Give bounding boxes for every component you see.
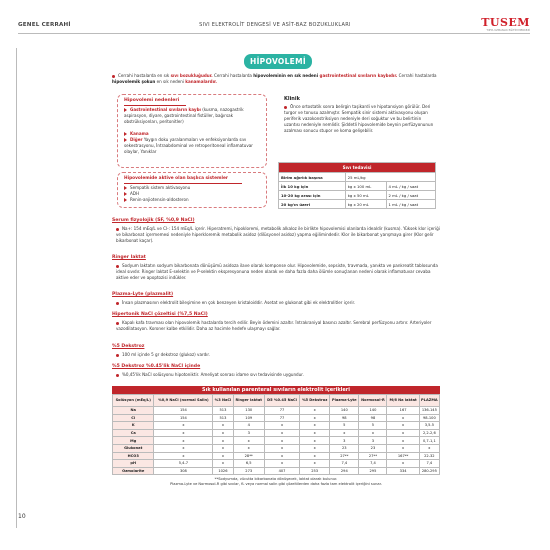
section-text-dextrose: 100 ml içinde 5 gr dekstroz (glukoz) vardır. (116, 352, 442, 358)
table-footnote-2: Plazma-Lyte ve Normosol-R gibi sıvılar, fL veya normal salin gibi çözeltilerden daha fazla tam elektrolit içeriğini sunar. (170, 482, 382, 487)
table-cell: x (359, 429, 387, 437)
fluid-table-title: Sıvı tedavisi (279, 163, 436, 173)
causes-item-other: Diğer Yaygın doku yaralanmaları ve enfeksiyonlarda sıvı sekestrasyonu, İntraabdominal ve retroperitoneal inflamatuvar olaylar, Yanıklar (124, 137, 253, 154)
table-cell: 3 (233, 429, 264, 437)
table-cell: 154 (154, 407, 213, 415)
table-cell: x (264, 429, 299, 437)
chapter-title: SIVI ELEKTROLİT DENGESİ VE ASİT-BAZ BOZUKLUKLARI (199, 22, 351, 28)
table-cell: x (300, 429, 330, 437)
clinic-title: Klinik (284, 96, 300, 102)
bullet-icon (116, 354, 119, 357)
table-cell: Na (113, 407, 154, 415)
table-cell: 20 kg'ın üzeri (279, 200, 346, 209)
table-cell: 136-145 (419, 407, 439, 415)
table-cell: x (387, 460, 419, 468)
table-cell: x (419, 444, 439, 452)
table-cell: 294 (330, 467, 359, 475)
table-header-cell: D5 %0.45 NaCl (264, 395, 299, 407)
table-cell: x (264, 437, 299, 445)
table-cell: 98-100 (419, 414, 439, 422)
table-cell: kg x 100 mL (345, 182, 386, 191)
table-cell: Ozmolarite (113, 467, 154, 475)
table-cell: kg x 50 mL (345, 191, 386, 200)
table-cell: 109 (233, 414, 264, 422)
bullet-icon (116, 322, 119, 325)
intro-paragraph: Cerrahi hastalarda en sık sıvı bozukluğudur. Cerrahi hastalarda hipovoleminin en sık nedeni gastrointestinal sıvıların kaybıdır. Cerrahi hastalarda hipovolemik şokun en sık nedeni kanamalardır. (112, 73, 437, 84)
table-cell: x (233, 444, 264, 452)
table-cell: x (213, 422, 233, 430)
table-cell: x (300, 437, 330, 445)
arrow-icon (124, 186, 127, 190)
table-cell: Cl (113, 414, 154, 422)
table-row (113, 452, 440, 460)
table-cell: Glukonat (113, 444, 154, 452)
arrow-icon (124, 132, 127, 136)
table-header-cell: Ringer laktat (233, 395, 264, 407)
table-cell: pH (113, 460, 154, 468)
table-header-cell: %3 NaCl (213, 395, 233, 407)
table-row (113, 467, 440, 475)
table-header-cell: %0,9 NaCl (normal Salin) (154, 395, 213, 407)
table-cell: 22-32 (419, 452, 439, 460)
brand-logo: TUSEM (481, 16, 530, 29)
table-row (113, 414, 440, 422)
causes-item-bleeding: Kanama (124, 131, 260, 137)
compensation-item: ADH (124, 191, 139, 197)
table-cell: Mg (113, 437, 154, 445)
table-cell: x (264, 452, 299, 460)
arrow-icon (124, 192, 127, 196)
table-cell: x (154, 429, 213, 437)
table-row (113, 422, 440, 430)
table-cell: 4 (233, 422, 264, 430)
page-number: 10 (18, 513, 26, 520)
table-cell: x (300, 422, 330, 430)
table-cell: 407 (264, 467, 299, 475)
fluid-therapy-table (278, 162, 436, 209)
table-cell: K (113, 422, 154, 430)
table-cell: x (300, 407, 330, 415)
arrow-icon (124, 198, 127, 202)
table-cell: 513 (213, 414, 233, 422)
electrolyte-table-grid (112, 394, 440, 475)
table-cell: 27** (330, 452, 359, 460)
bullet-icon (112, 75, 115, 78)
section-title-plasmalyte: Plazma-Lyte (plazmalit) (112, 292, 174, 297)
compensation-item: Sempatik sistem aktivasyonu (124, 185, 190, 191)
table-row (113, 429, 440, 437)
table-cell: 98 (330, 414, 359, 422)
table-cell: 23 (359, 444, 387, 452)
section-text-ringer: Sodyum laktatın sodyum bikarbonata dönüşümü asidoza ilave olarak komponse olur. Hipovolemide, sepsiste, travmada, yanıkta ve pankreatit tablosunda ideal sıvıdır. Ringer laktat E-selektin ve P-selektin ekspresyonuna neden olarak ve daha fazla daha ölümle sonuçlanan nedeni olarak inflamatuvar cevaba aktive eder ve apoptozisi indükler. (116, 263, 438, 280)
table-cell: 23 (330, 444, 359, 452)
table-cell: 27** (359, 452, 387, 460)
table-cell: 1026 (213, 467, 233, 475)
table-cell: 5 (330, 422, 359, 430)
table-header-cell: Normosol-R (359, 395, 387, 407)
causes-title: Hipovolemi nedenleri (124, 98, 180, 103)
electrolyte-table (112, 386, 440, 486)
table-cell: x (213, 460, 233, 468)
table-cell: x (154, 452, 213, 460)
table-cell: x (213, 437, 233, 445)
table-cell: 1 mL / kg / saat (386, 200, 435, 209)
table-cell: 3 (359, 437, 387, 445)
table-cell: 7,4 (359, 460, 387, 468)
table-row (113, 460, 440, 468)
table-header-cell: M/6 Na laktat (387, 395, 419, 407)
table-cell: x (154, 444, 213, 452)
table-cell: 98 (359, 414, 387, 422)
table-cell: 140 (330, 407, 359, 415)
table-cell: 280-295 (419, 467, 439, 475)
section-banner: HİPOVOLEMİ (244, 54, 312, 69)
section-title-d5-nacl: %5 Dekstroz %0.45'lik NaCl içinde (112, 364, 201, 369)
electrolyte-table-title: Sık kullanılan parenteral sıvıların elektrolit içerikleri (112, 386, 440, 394)
table-cell: x (300, 452, 330, 460)
table-cell: 140 (359, 407, 387, 415)
table-cell: 308 (154, 467, 213, 475)
bullet-icon (116, 228, 119, 231)
table-cell: 154 (154, 414, 213, 422)
table-header-cell: Solüsyon (mEq/L) (113, 395, 154, 407)
causes-box (117, 94, 267, 168)
causes-item-gi: Gastrointestinal sıvıların kaybı (kusma, nazogastrik aspirasyon, diyare, gastrointestinal fistüller, bağırsak obstrüksiyonları, peritonitler) (124, 107, 244, 124)
table-cell: 0,7-1,1 (419, 437, 439, 445)
table-cell: kg x 20 mL (345, 200, 386, 209)
table-header-cell: PLAZMA (419, 395, 439, 407)
compensation-title: Hipovolemide aktive olan başlıca sistemler (124, 176, 229, 181)
table-header-cell: Plazma-Lyte (330, 395, 359, 407)
table-cell: 3 (330, 437, 359, 445)
section-title-sf: Serum fizyolojik (SF, %0,9 NaCl) (112, 218, 195, 223)
table-row (113, 407, 440, 415)
table-cell: x (387, 437, 419, 445)
table-cell: 273 (233, 467, 264, 475)
table-cell: 513 (213, 407, 233, 415)
table-cell: x (264, 422, 299, 430)
table-cell: 7,4 (330, 460, 359, 468)
table-cell: x (387, 444, 419, 452)
table-cell: 2,2-2,6 (419, 429, 439, 437)
arrow-icon (124, 138, 127, 142)
section-title-dextrose: %5 Dekstroz (112, 344, 145, 349)
table-footnote: **Sodyumda, vücutta bikarbonata dönüşecek, laktat olarak bulunur. (214, 477, 338, 482)
section-title-hypertonic: Hipertonik NaCl çözeltisi (%7,5 NaCl) (112, 312, 208, 317)
table-cell: 6,5 (233, 460, 264, 468)
table-row (113, 444, 440, 452)
table-cell: 253 (300, 467, 330, 475)
section-text-plasmalyte: İnsan plazmasının elektrolit bileşimine en çok benzeyen kristaloiddir. Asetat ve glukonat gibi ek elektrolitler içerir. (116, 300, 442, 306)
table-cell: 77 (264, 414, 299, 422)
table-cell: x (300, 444, 330, 452)
margin-line (16, 48, 17, 528)
table-header-cell: %5 Dekstroz (300, 395, 330, 407)
table-cell: 167** (387, 452, 419, 460)
table-cell: x (233, 437, 264, 445)
header-divider (18, 33, 530, 34)
table-cell: 2 mL / kg / saat (386, 191, 435, 200)
table-cell: 5 (359, 422, 387, 430)
table-cell: x (213, 429, 233, 437)
bullet-icon (116, 302, 119, 305)
table-cell: İlk 10 kg için (279, 182, 346, 191)
table-cell: x (154, 422, 213, 430)
table-cell: x (264, 460, 299, 468)
table-cell: 130 (233, 407, 264, 415)
compensation-item: Renin-anjiotensin-aldosteron (124, 197, 189, 203)
table-cell: 10-20 kg arası için (279, 191, 346, 200)
table-cell: 28** (233, 452, 264, 460)
section-text-sf: Na+: 154 mEq/L ve Cl-: 154 mEq/L içerir. Hiperatremi, hipokloremi, metabolik alkaloz ile birlikte hipovolemisi olanlarda idealdir (kusma). Yüksek klor içeriği ve bikarbonat içermemesi nedeniyle hiperkloremik metabolik asidoz (dilüsyonel asidoz) yapma eğilimindedir. Klor ile bikarbonat yarışmaya girer (Klor gelir bikarbonat kaçar). (116, 226, 440, 243)
compensation-box (117, 172, 267, 208)
table-cell: 7,4 (419, 460, 439, 468)
table-cell: 77 (264, 407, 299, 415)
table-cell: x (300, 460, 330, 468)
clinic-text: Önce ortostatik sonra belirgin taşikardi ve hipotansiyon görülür. Deri turgor ve tonusu azalmıştır. Sempatik sinir sistemi aktivasyonu oluşan periferik vazokonstriksiyon nedeniyle deri soğuktur ve bu belirtinin uzantısı nedeniyle nemlidir. Şiddetli hipovolemide beynin perfüzyonunun azalması sonucu stupor ve koma gelişebilir. (284, 104, 434, 133)
bullet-icon (116, 265, 119, 268)
table-cell: 5,4-7 (154, 460, 213, 468)
table-cell: 295 (359, 467, 387, 475)
table-cell: x (330, 429, 359, 437)
table-cell: 167 (387, 407, 419, 415)
compensation-underline (124, 183, 242, 184)
causes-underline (124, 105, 186, 106)
arrow-icon (124, 108, 127, 112)
chapter-tag: GENEL CERRAHİ (18, 22, 71, 28)
table-cell: x (213, 452, 233, 460)
section-text-d5-nacl: %0,45'lik NaCl solüsyonu hipotoniktir. Ameliyat sonrası idame sıvı tedavisinde uygundur. (116, 372, 442, 378)
section-title-ringer: Ringer laktat (112, 255, 146, 260)
table-cell: x (213, 444, 233, 452)
section-text-hypertonic: Kapalı kafa travması olan hipovolemik hastalarda tercih edilir. Beyin ödemini azaltır. İntrakraniyal basıncı azaltır. Serebral perfüzyonu artırır. Arteriyoler vazodilatasyon. Koroner kalbe etkilidir. Daha az hacimle hedefe ulaşmayı sağlar. (116, 320, 432, 331)
table-cell: x (154, 437, 213, 445)
table-cell: 334 (387, 467, 419, 475)
table-cell: Ca (113, 429, 154, 437)
table-cell: 25 mL/kg (345, 173, 435, 182)
bullet-icon (116, 374, 119, 377)
table-cell: x (387, 414, 419, 422)
table-cell: x (387, 429, 419, 437)
table-cell: x (387, 422, 419, 430)
table-row (113, 437, 440, 445)
table-cell: Birim ağırlık başına (279, 173, 346, 182)
table-cell: 4 mL / kg / saat (386, 182, 435, 191)
bullet-icon (284, 106, 287, 109)
table-cell: x (300, 414, 330, 422)
brand-subtitle: TIPTA UZMANLIK EĞİTİM MERKEZİ (486, 29, 530, 32)
table-cell: 3,5-5 (419, 422, 439, 430)
table-cell: x (264, 444, 299, 452)
table-cell: HCO3 (113, 452, 154, 460)
